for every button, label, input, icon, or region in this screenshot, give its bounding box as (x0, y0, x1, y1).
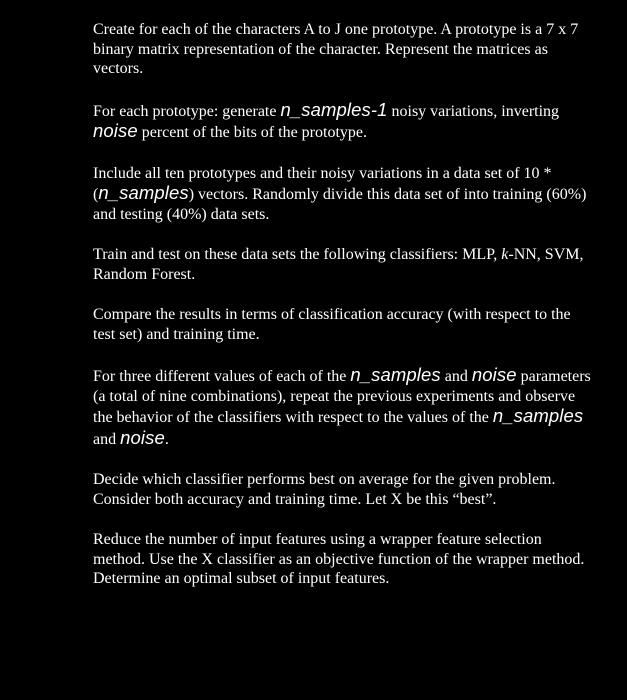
paragraph-noisy-variations (93, 100, 593, 143)
text-run: For each prototype: generate (93, 102, 281, 120)
paragraph-best-classifier (93, 470, 593, 509)
text-run: . (164, 430, 169, 448)
code-term: n_samples (492, 405, 584, 426)
code-term: noise (120, 426, 165, 448)
paragraph-feature-selection (93, 530, 593, 589)
paragraph-compare (93, 305, 593, 344)
paragraph-classifiers (93, 245, 593, 284)
text-run: and (440, 368, 472, 385)
code-term: n_samples-1 (280, 98, 388, 120)
paragraph-parameter-values (93, 365, 593, 449)
code-term: noise (93, 120, 138, 141)
text-run: Decide which classifier performs best on average for the given problem. Consider both accuracy and training time. Let X be this “best”. (93, 471, 556, 508)
text-run: Compare the results in terms of classification accuracy (with respect to the test set) and training time. (93, 306, 571, 343)
text-run: ) vectors. Randomly divide this data set of into training (60%) and testing (40%) data sets. (93, 186, 587, 223)
text-run: and (93, 430, 121, 448)
document-body (93, 20, 593, 589)
text-run: Reduce the number of input features using a wrapper feature selection method. Use the X classifier as an objective function of the wrapper method. Determine an optimal subset of input features. (93, 531, 585, 587)
text-run: noisy variations, inverting (387, 102, 560, 120)
text-run: parameters (a total of nine combinations), repeat the previous experiments and observe the behavior of the classifiers with respect to the values of the (93, 368, 591, 426)
text-run: For three different values of each of the (93, 368, 351, 385)
paragraph-prototypes (93, 20, 593, 79)
paragraph-data-set (93, 164, 593, 225)
code-term: n_samples (350, 364, 441, 385)
text-run: -NN, SVM, Random Forest. (93, 246, 584, 283)
text-run: Include all ten prototypes and their noisy variations in a data set of 10 * ( (93, 164, 552, 203)
code-term: noise (471, 364, 517, 385)
text-run: percent of the bits of the prototype. (137, 124, 367, 141)
text-run: Create for each of the characters A to J one prototype. A prototype is a 7 x 7 binary matrix representation of the character. Represent the matrices as vectors. (93, 21, 579, 77)
italic-term: k (501, 246, 509, 263)
code-term: n_samples (98, 182, 189, 203)
text-run: Train and test on these data sets the following classifiers: MLP, (93, 246, 502, 263)
